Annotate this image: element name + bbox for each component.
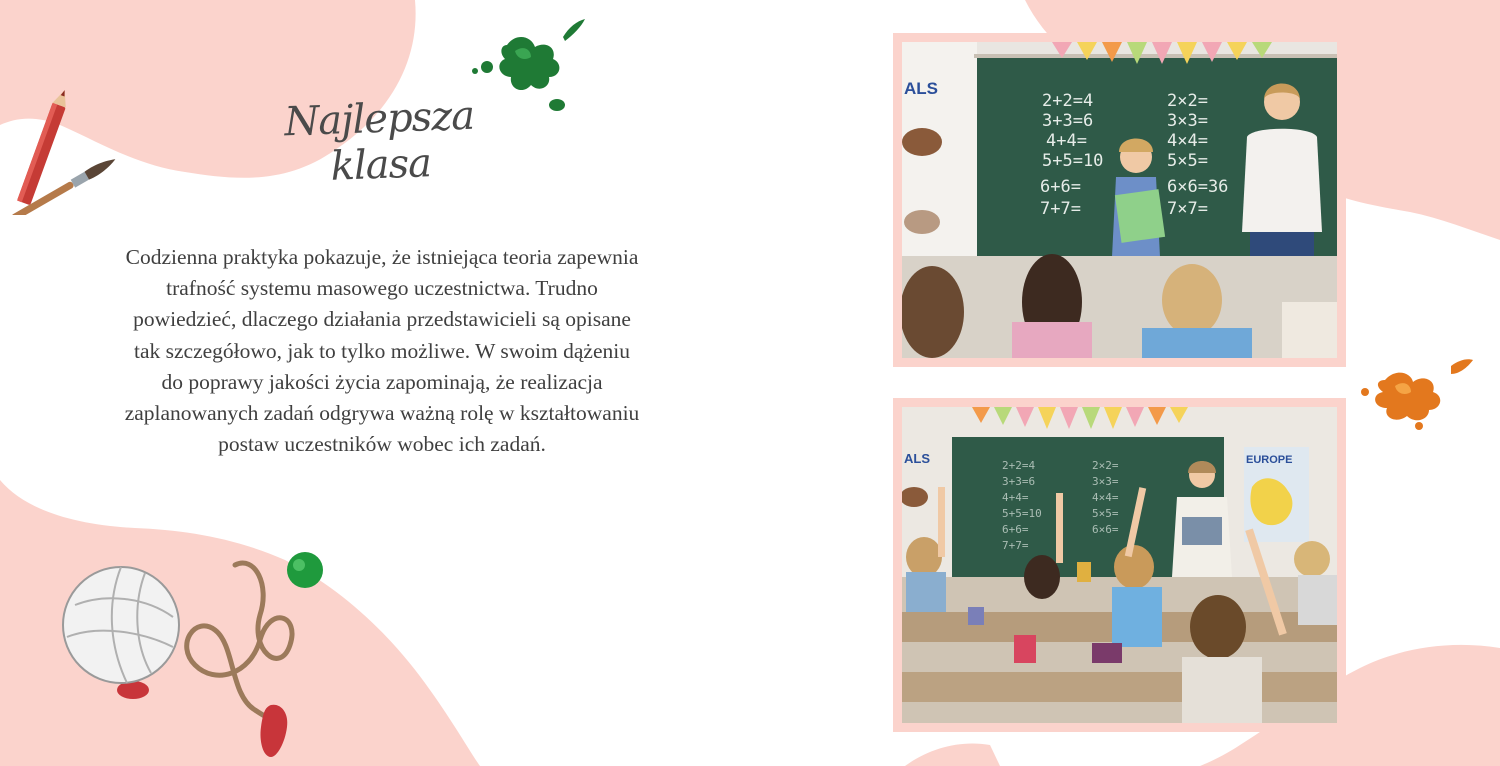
poster-text: ALS	[904, 79, 938, 98]
board-line: 4×4=	[1167, 131, 1208, 151]
board-line: 3×3=	[1167, 111, 1208, 131]
student-head	[902, 266, 964, 358]
board-line: 6×6=36	[1167, 177, 1229, 197]
orange-paint-splash-icon	[1355, 352, 1475, 432]
student-head	[1162, 264, 1222, 336]
svg-text:4+4=: 4+4=	[1002, 491, 1029, 504]
svg-text:2+2=4: 2+2=4	[1002, 459, 1036, 472]
classroom-photo-2-image	[902, 407, 1337, 723]
svg-text:5+5=10: 5+5=10	[1002, 507, 1042, 520]
title-line-2: klasa	[329, 140, 432, 190]
poster-text: EUROPE	[1246, 454, 1293, 466]
page-title	[248, 91, 511, 192]
svg-text:3+3=6: 3+3=6	[1002, 475, 1036, 488]
body-paragraph: Codzienna praktyka pokazuje, że istniejąca teoria zapewnia trafność systemu masowego uczestnictwa. Trudno powiedzieć, dlaczego działania przedstawicieli są opisane tak szczegółowo, jak to tylko możliwe. W swoim dążeniu do poprawy jakości życia zapominają, że realizacja zaplanowanych zadań odgrywa ważną rolę w kształtowaniu postaw uczestników wobec ich zadań.	[124, 245, 640, 457]
title-line-1: Najlepsza	[283, 92, 475, 146]
board-line: 5×5=	[1167, 151, 1208, 171]
svg-text:4×4=: 4×4=	[1092, 491, 1119, 504]
svg-text:2×2=: 2×2=	[1092, 459, 1119, 472]
board-line: 2+2=4	[1042, 91, 1094, 111]
svg-text:6×6=: 6×6=	[1092, 523, 1119, 536]
pencil-brush-icon	[0, 85, 130, 215]
poster-text: ALS	[904, 451, 930, 466]
svg-text:5×5=: 5×5=	[1092, 507, 1119, 520]
svg-text:7+7=: 7+7=	[1002, 539, 1029, 552]
volleyball-jump-rope-icon	[55, 545, 335, 765]
board-line: 7+7=	[1040, 199, 1081, 219]
board-line: 4+4=	[1046, 131, 1087, 151]
classroom-photo-1-image	[902, 42, 1337, 358]
board-line: 7×7=	[1167, 199, 1208, 219]
svg-text:6+6=: 6+6=	[1002, 523, 1029, 536]
classroom-photo-2	[893, 398, 1346, 732]
svg-text:3×3=: 3×3=	[1092, 475, 1119, 488]
board-line: 6+6=	[1040, 177, 1081, 197]
board-line: 3+3=6	[1042, 111, 1094, 131]
board-line: 2×2=	[1167, 91, 1208, 111]
board-line: 5+5=10	[1042, 151, 1104, 171]
classroom-photo-1	[893, 33, 1346, 367]
